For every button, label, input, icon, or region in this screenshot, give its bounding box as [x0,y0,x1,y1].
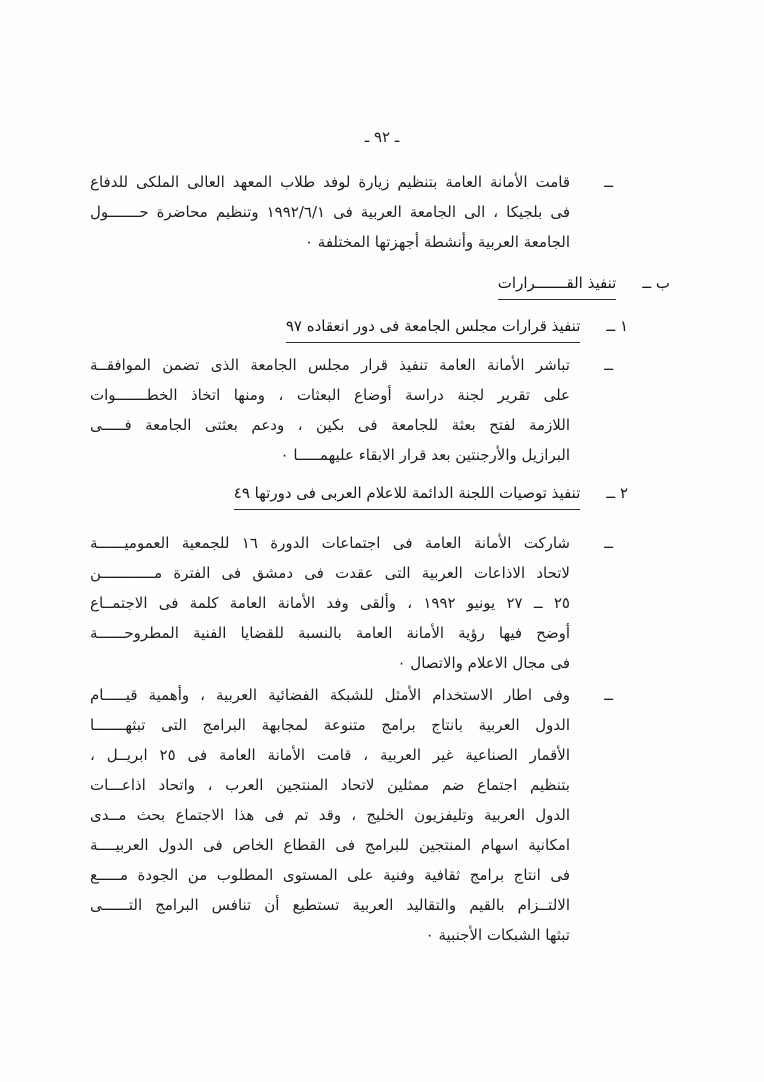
paragraph-1 [90,167,570,257]
paragraph-line: فى مجال الاعلام والاتصال ٠ [397,654,570,672]
paragraph-line: شاركت الأمانة العامة فى اجتماعات الدورة ١٦ للجمعية العموميــــــة [90,534,570,552]
bullet-dash: ــ [604,534,613,552]
item-2-heading [234,482,628,510]
paragraph-2 [90,350,570,470]
paragraph-line: الجامعة العربية وأنشطة أجهزتها المختلفة ٠ [304,233,570,251]
item-2-marker: ٢ ــ [606,484,628,502]
paragraph-line: الالتــزام بالقيم والتقاليد العربية تستطيع أن تنافس البرامج التــــــى [90,896,570,914]
paragraph-line: الأقمار الصناعية غير العربية ، قامت الأمانة العامة فى ٢٥ ابريــل ، [90,746,570,764]
paragraph-line: تباشر الأمانة العامة تنفيذ قرار مجلس الجامعة الذى تضمن الموافقــة [90,356,570,374]
bullet-dash: ــ [604,173,613,191]
section-b-title: تنفيذ القـــــــرارات [498,272,617,300]
paragraph-line: وفى اطار الاستخدام الأمثل للشبكة الفضائية العربية ، وأهمية قيـــــام [90,686,570,704]
item-2-title: تنفيذ توصيات اللجنة الدائمة للاعلام العربى فى دورتها ٤٩ [234,482,581,510]
paragraph-line: الدول العربية بانتاج برامج متنوعة لمجابهة البرامج التى تبثهـــــــا [90,716,570,734]
paragraph-line: البرازيل والأرجنتين بعد قرار الابقاء عليهمـــــا ٠ [280,446,570,464]
paragraph-line: على تقرير لجنة دراسة أوضاع البعثات ، ومنها اتخاذ الخطـــــــوات [90,386,570,404]
bullet-dash: ــ [604,356,613,374]
paragraph-line: قامت الأمانة العامة بتنظيم زيارة لوفد طلاب المعهد العالى الملكى للدفاع [90,173,570,191]
section-b-marker: ب ــ [642,274,670,292]
paragraph-line: ٢٥ ــ ٢٧ يونيو ١٩٩٢ ، وألقى وفد الأمانة العامة كلمة فى الاجتمــاع [90,594,570,612]
section-b-heading [498,272,670,300]
paragraph-line: تبثها الشبكات الأجنبية ٠ [425,926,570,944]
paragraph-line: الدول العربية وتليفزيون الخليج ، وقد تم فى هذا الاجتماع بحث مــدى [90,806,570,824]
paragraph-3 [90,528,570,678]
paragraph-line: اللازمة لفتح بعثة للجامعة فى بكين ، ودعم بعثتى الجامعة فـــــى [90,416,570,434]
item-1-marker: ١ ــ [606,317,628,335]
bullet-dash: ــ [604,686,613,704]
paragraph-line: أوضح فيها رؤية الأمانة العامة بالنسبة للقضايا الفنية المطروحــــــة [90,624,570,642]
paragraph-4 [90,680,570,950]
paragraph-line: فى انتاج برامج ثقافية وفنية على المستوى المطلوب من الجودة مـــــع [90,866,570,884]
item-1-title: تنفيذ قرارات مجلس الجامعة فى دور انعقاده ٩٧ [286,315,581,343]
paragraph-line: بتنظيم اجتماع ضم ممثلين لاتحاد المنتجين العرب ، واتحاد اذاعـــات [90,776,570,794]
paragraph-line: لاتحاد الاذاعات العربية التى عقدت فى دمشق فى الفترة مــــــــــــن [90,564,570,582]
page-number: ـ ٩٢ ـ [364,128,400,146]
paragraph-line: امكانية اسهام المنتجين للبرامج فى القطاع الخاص فى الدول العربيــــة [90,836,570,854]
paragraph-line: فى بلجيكا ، الى الجامعة العربية فى ١٩٩٢/٦/١ وتنظيم محاضرة حـــــــول [90,203,570,221]
item-1-heading [286,315,628,343]
